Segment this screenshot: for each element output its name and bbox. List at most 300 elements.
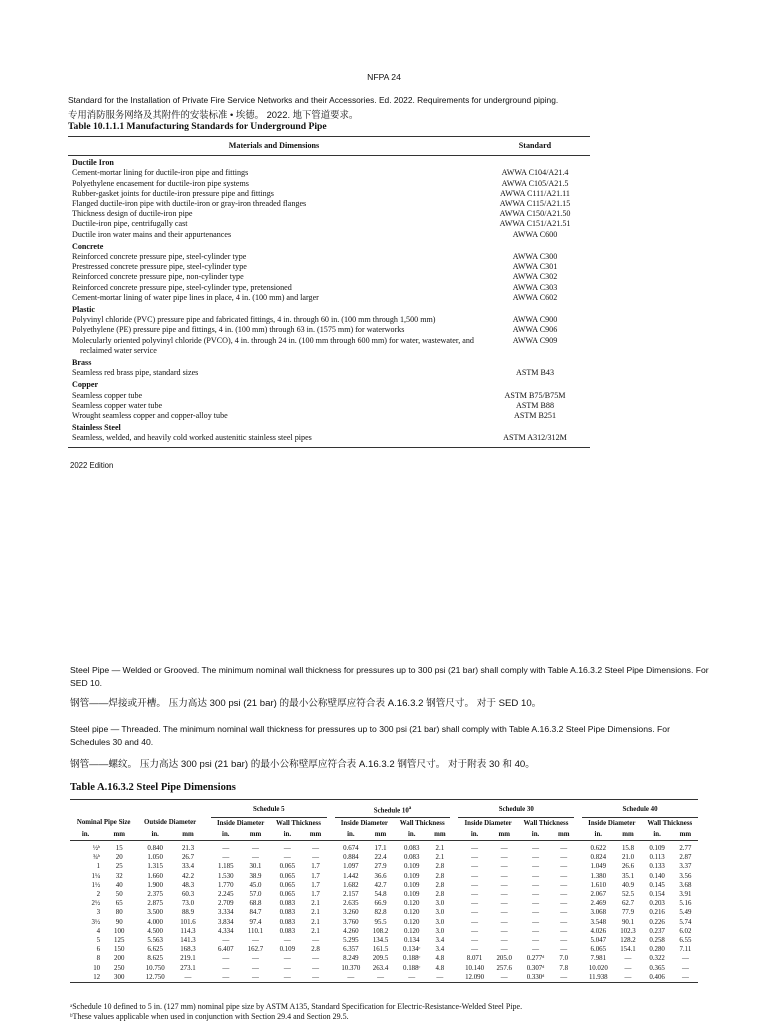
standard-cell [480, 378, 590, 390]
pipe-dimension-cell: — [624, 955, 632, 963]
pipe-dimension-cell: 0.840 [147, 844, 163, 852]
standard-cell: AWWA C600 [512, 229, 558, 239]
pipe-dimension-cell: 300 [101, 973, 137, 983]
category-label: Ductile Iron [72, 158, 114, 168]
pipe-dimension-cell: 5.563 [147, 936, 163, 944]
pipe-dimension-cell: 35.1 [621, 872, 635, 880]
pipe-dimension-cell: 0.226 [649, 918, 665, 926]
pipe-dimension-cell: 6.02 [679, 927, 692, 935]
pipe-dimension-cell: — [500, 863, 508, 871]
standard-cell: AWWA C151/A21.51 [499, 219, 571, 229]
pipe-dimension-cell: 0.258 [649, 936, 665, 944]
pipe-dimension-cell: 84.7 [249, 909, 262, 917]
standard-cell: AWWA C115/A21.15 [499, 199, 571, 209]
pipe-dimension-cell: 6.065 [590, 946, 607, 954]
pipe-dimension-cell: 2.875 [147, 900, 163, 908]
s40-wall-header: Wall Thickness [647, 819, 693, 827]
pipe-dimension-cell: 0.330ᵈ [518, 973, 554, 983]
pipe-dimension-cell: — [624, 964, 632, 972]
pipe-dimension-cell: 0.134 [403, 936, 420, 944]
pipe-dimension-cell: 2.067 [590, 890, 607, 898]
pipe-dimension-cell: 11.938 [582, 973, 614, 983]
pipe-dimension-cell: 2.1 [311, 900, 320, 908]
pipe-dimension-cell: — [283, 854, 291, 862]
pipe-dimension-cell: — [500, 881, 508, 889]
table1-row [68, 252, 590, 262]
pipe-dimension-cell: 108.2 [372, 927, 389, 935]
pipe-dimension-cell: — [312, 936, 319, 944]
pipe-dimension-cell: 3.500 [147, 909, 163, 917]
standard-cell: ASTM B43 [515, 368, 554, 378]
unit-header: in. [222, 830, 230, 838]
pipe-dimension-cell: — [471, 927, 478, 935]
unit-header: in. [81, 830, 90, 838]
pipe-dimension-cell: 0.622 [590, 844, 607, 852]
pipe-dimension-cell: 134.5 [372, 936, 389, 944]
pipe-dimension-cell: 30.1 [249, 863, 262, 871]
pipe-dimension-cell: 0.065 [279, 881, 296, 889]
pipe-dimension-cell: 0.188ᶜ [403, 964, 421, 972]
pipe-dimension-cell: — [312, 854, 319, 862]
standard-cell: AWWA C909 [512, 335, 558, 345]
pipe-dimension-cell: 21.0 [621, 854, 635, 862]
pipe-dimension-cell: 3.4 [435, 946, 445, 954]
pipe-dimension-cell: 60.3 [181, 890, 195, 898]
table1-row [68, 168, 590, 178]
edition-label: 2022 Edition [70, 461, 114, 470]
pipe-dimension-cell: — [312, 955, 319, 963]
material-cell: Flanged ductile-iron pipe with ductile-iron or gray-iron threaded flanges [72, 199, 307, 209]
pipe-dimension-cell: — [211, 973, 241, 983]
pipe-dimension-cell: 3.0 [435, 909, 445, 917]
material-cell: Cement-mortar lining for ductile-iron pipe and fittings [72, 168, 249, 178]
pipe-dimension-cell: 3.0 [435, 918, 445, 926]
unit-header: mm [113, 830, 125, 838]
pipe-dimension-cell: 17.1 [374, 844, 387, 852]
unit-header: in. [283, 830, 292, 838]
pipe-dimension-cell: — [252, 936, 259, 944]
standard-cell: AWWA C303 [512, 282, 558, 292]
category-label: Copper [72, 380, 99, 390]
pipe-dimension-cell: — [532, 909, 539, 917]
pipe-dimension-cell: 95.5 [374, 918, 387, 926]
material-cell: Polyethylene encasement for ductile-iron pipe systems [72, 178, 249, 188]
pipe-dimension-cell: 3.56 [679, 872, 692, 880]
pipe-dimension-cell: 8.249 [343, 955, 359, 963]
pipe-dimension-cell: 3.548 [590, 918, 607, 926]
pipe-dimension-cell: — [500, 918, 508, 926]
pipe-dimension-cell: — [500, 936, 508, 944]
pipe-dimension-cell: — [500, 927, 508, 935]
pipe-dimension-cell: 0.365 [649, 964, 665, 972]
pipe-dimension-cell: 54.8 [374, 890, 387, 898]
pipe-dimension-cell: 26.6 [621, 863, 635, 871]
material-cell: Ductile-iron pipe, centrifugally cast [72, 219, 188, 229]
pipe-size-row [70, 908, 698, 917]
pipe-dimension-cell: — [491, 973, 518, 983]
pipe-dimension-cell: 150 [114, 946, 125, 954]
pipe-dimension-cell: 0.065 [279, 872, 296, 880]
pipe-dimension-cell: — [500, 946, 508, 954]
pipe-dimension-cell: 1.380 [590, 872, 607, 880]
standard-cell: ASTM B75/B75M [504, 390, 566, 400]
pipe-dimension-cell: 12.090 [458, 973, 490, 983]
pipe-dimension-cell: 0.109 [403, 863, 420, 871]
pipe-dimension-cell: — [471, 900, 478, 908]
material-cell: Seamless copper tube [72, 390, 143, 400]
table2-title: Table A.16.3.2 Steel Pipe Dimensions [70, 782, 236, 793]
pipe-dimension-cell: 0.120 [403, 909, 420, 917]
table1-category-row [68, 378, 590, 390]
pipe-dimension-cell: 209.5 [372, 955, 389, 963]
pipe-dimension-cell: — [335, 973, 367, 983]
table1-row [68, 262, 590, 272]
pipe-dimension-cell: 2.375 [147, 890, 163, 898]
pipe-dimension-cell: — [471, 872, 478, 880]
category-label: Plastic [72, 305, 95, 315]
pipe-dimension-cell: — [471, 936, 478, 944]
pipe-dimension-cell: — [614, 973, 641, 983]
table1-category-row [68, 240, 590, 252]
unit-header: in. [594, 830, 603, 838]
pipe-dimension-cell: 8.625 [147, 955, 163, 963]
pipe-dimension-cell: 97.4 [249, 918, 262, 926]
pipe-dimension-cell: 0.109 [403, 890, 420, 898]
pipe-dimension-cell: 110.1 [247, 927, 264, 935]
pipe-dimension-cell: 57.0 [249, 890, 262, 898]
pipe-dimension-cell: 2.635 [343, 900, 359, 908]
pipe-dimension-cell: — [304, 973, 326, 983]
pipe-dimension-cell: — [560, 936, 568, 944]
material-cell: Seamless red brass pipe, standard sizes [72, 368, 199, 378]
pipe-dimension-cell: — [312, 964, 319, 972]
pipe-dimension-cell: 2.8 [435, 863, 445, 871]
unit-header: mm [249, 830, 262, 838]
pipe-dimension-cell: — [560, 863, 568, 871]
pipe-dimension-cell: 7.0 [559, 955, 569, 963]
pipe-dimension-cell: 0.109 [649, 844, 665, 852]
pipe-dimension-cell: 0.824 [590, 854, 607, 862]
unit-header: mm [182, 830, 194, 838]
pipe-dimension-cell: — [222, 964, 230, 972]
pipe-dimension-cell: 1.530 [218, 872, 234, 880]
pipe-dimension-cell: 1¼ [91, 872, 101, 880]
pipe-size-row [70, 890, 698, 899]
standard-cell [480, 421, 590, 433]
pipe-dimension-cell: 2.1 [435, 844, 445, 852]
pipe-dimension-cell: 1.900 [147, 881, 163, 889]
pipe-dimension-cell: 66.9 [374, 900, 387, 908]
pipe-dimension-cell: 42.7 [374, 881, 387, 889]
table1-category-row [68, 303, 590, 315]
table1-row [68, 179, 590, 189]
pipe-dimension-cell: 20 [115, 854, 123, 862]
pipe-dimension-cell: 10.140 [465, 964, 485, 972]
material-cell: Reinforced concrete pressure pipe, steel-cylinder type [72, 252, 247, 262]
pipe-size-row [70, 954, 698, 963]
pipe-dimension-cell: 3.4 [435, 936, 445, 944]
pipe-dimension-cell: 0.083 [403, 844, 420, 852]
pipe-dimension-cell: 0.083 [403, 854, 420, 862]
pipe-dimension-cell: 0.109 [403, 872, 420, 880]
pipe-dimension-cell: — [222, 854, 230, 862]
pipe-dimension-cell: — [500, 909, 508, 917]
document-header-title: NFPA 24 [367, 72, 401, 82]
pipe-dimension-cell: 73.0 [181, 900, 195, 908]
pipe-dimension-cell: 5.49 [679, 909, 692, 917]
pipe-dimension-cell: 65 [115, 900, 123, 908]
standard-cell: AWWA C104/A21.4 [501, 168, 569, 178]
pipe-dimension-cell: 0.120 [403, 918, 420, 926]
pipe-dimension-cell: 50 [115, 890, 123, 898]
standard-cell [480, 240, 590, 252]
pipe-size-row [70, 927, 698, 936]
pipe-dimension-cell: 128.2 [620, 936, 636, 944]
pipe-dimension-cell: 4.000 [147, 918, 163, 926]
pipe-dimension-cell: 88.9 [181, 909, 195, 917]
unit-header: in. [531, 830, 540, 838]
pipe-dimension-cell: — [500, 844, 508, 852]
pipe-dimension-cell: 205.0 [496, 955, 512, 963]
standard-cell: AWWA C602 [512, 292, 558, 302]
material-cell: Reinforced concrete pressure pipe, steel-cylinder type, pretensioned [72, 282, 292, 292]
pipe-dimension-cell: 2.1 [311, 918, 320, 926]
pipe-dimension-cell: ¾ᵇ [92, 854, 101, 862]
pipe-dimension-cell: 68.8 [249, 900, 262, 908]
pipe-dimension-cell: — [532, 844, 539, 852]
pipe-dimension-cell: 1.097 [343, 863, 359, 871]
pipe-dimension-cell: 114.3 [180, 927, 196, 935]
s5-inside-header: Inside Diameter [216, 819, 265, 827]
pipe-size-row [70, 973, 698, 983]
material-cell: Molecularly oriented polyvinyl chloride (PVCO), 4 in. through 24 in. (100 mm through 600 mm) for water, wastewater, and reclaimed water service [72, 335, 474, 355]
pipe-dimension-cell: 161.5 [372, 946, 389, 954]
pipe-dimension-cell: — [252, 844, 259, 852]
pipe-dimension-cell: 219.1 [180, 955, 196, 963]
pipe-dimension-cell: 90 [115, 918, 123, 926]
pipe-dimension-cell: — [471, 854, 478, 862]
pipe-dimension-cell: 1.7 [311, 863, 320, 871]
pipe-dimension-cell: 2.469 [590, 900, 607, 908]
pipe-dimension-cell: — [681, 955, 689, 963]
table1-col-material: Materials and Dimensions [68, 137, 480, 156]
pipe-dimension-cell: — [532, 900, 539, 908]
pipe-dimension-cell: 8 [96, 955, 101, 963]
pipe-dimension-cell: 0.109 [403, 881, 420, 889]
pipe-dimension-cell: 0.140 [649, 872, 665, 880]
pipe-dimension-cell: 1.7 [311, 881, 320, 889]
material-cell: Wrought seamless copper and copper-alloy tube [72, 411, 228, 421]
pipe-dimension-cell: 3.068 [590, 909, 607, 917]
table1-row [68, 199, 590, 209]
pipe-dimension-cell: 154.1 [620, 946, 636, 954]
pipe-size-row [70, 918, 698, 927]
unit-header: mm [557, 830, 570, 838]
pipe-dimension-cell: 3.260 [343, 909, 359, 917]
pipe-dimension-cell: 12 [70, 973, 101, 983]
pipe-dimension-cell: 90.1 [621, 918, 635, 926]
table1-row [68, 411, 590, 421]
unit-header: mm [309, 830, 322, 838]
pipe-dimension-cell: 6 [96, 946, 101, 954]
pipe-size-row [70, 881, 698, 890]
pipe-dimension-cell: 7.11 [679, 946, 692, 954]
pipe-dimension-cell: 77.9 [621, 909, 635, 917]
pipe-dimension-cell: 4.026 [590, 927, 607, 935]
pipe-dimension-cell: — [394, 973, 429, 983]
standard-cell: AWWA C111/A21.11 [500, 188, 570, 198]
pipe-dimension-cell: 1.7 [311, 890, 320, 898]
pipe-dimension-cell: — [429, 973, 450, 983]
pipe-size-row [70, 964, 698, 973]
pipe-dimension-cell: 33.4 [181, 863, 195, 871]
pipe-dimension-cell: 22.4 [374, 854, 387, 862]
pipe-dimension-cell: — [560, 909, 568, 917]
material-cell: Polyvinyl chloride (PVC) pressure pipe and fabricated fittings, 4 in. through 60 in. (100 mm through 1,500 mm) [72, 315, 436, 325]
pipe-dimension-cell: — [532, 918, 539, 926]
standard-cell: AWWA C302 [512, 272, 558, 282]
pipe-dimension-cell: 42.2 [181, 872, 195, 880]
pipe-dimension-cell: — [532, 890, 539, 898]
pipe-dimension-cell: 0.065 [279, 863, 296, 871]
pipe-dimension-cell: 2.709 [218, 900, 234, 908]
pipe-dimension-cell: — [560, 946, 568, 954]
pipe-dimension-cell: 6.357 [343, 946, 359, 954]
pipe-size-row [70, 945, 698, 954]
pipe-dimension-cell: 0.083 [279, 918, 296, 926]
pipe-dimension-cell: — [500, 900, 508, 908]
pipe-dimension-cell: 82.8 [374, 909, 387, 917]
table1-category-row [68, 156, 590, 169]
pipe-dimension-cell: 5.16 [679, 900, 692, 908]
standard-cell: AWWA C105/A21.5 [501, 178, 569, 188]
pipe-dimension-cell: — [532, 881, 539, 889]
pipe-dimension-cell: 1.682 [343, 881, 359, 889]
pipe-dimension-cell: — [471, 909, 478, 917]
unit-header: in. [151, 830, 159, 838]
unit-header: mm [679, 830, 692, 838]
s40-inside-header: Inside Diameter [588, 819, 636, 827]
pipe-dimension-cell: 0.322 [649, 955, 665, 963]
pipe-dimension-cell: — [532, 927, 539, 935]
pipe-dimension-cell: 1 [96, 863, 101, 871]
s10-wall-header: Wall Thickness [399, 819, 445, 827]
pipe-dimension-cell: 0.674 [343, 844, 359, 852]
s30-wall-header: Wall Thickness [523, 819, 569, 827]
pipe-dimension-cell: 12.750 [137, 973, 173, 983]
pipe-dimension-cell: — [471, 863, 478, 871]
pipe-dimension-cell: — [173, 973, 203, 983]
schedule-30-header: Schedule 30 [458, 800, 574, 818]
pipe-dimension-cell: 4.8 [435, 955, 445, 963]
pipe-dimension-cell: 0.120 [403, 927, 420, 935]
pipe-dimension-cell: 0.120 [403, 900, 420, 908]
pipe-dimension-cell: — [367, 973, 394, 983]
pipe-dimension-cell: — [532, 936, 539, 944]
pipe-dimension-cell: — [500, 890, 508, 898]
pipe-dimension-cell: 3.334 [218, 909, 234, 917]
schedule-5-header: Schedule 5 [211, 800, 327, 818]
pipe-dimension-cell: 3.834 [218, 918, 234, 926]
pipe-dimension-cell: 0.083 [279, 900, 296, 908]
pipe-dimension-cell: — [560, 881, 568, 889]
material-cell: Thickness design of ductile-iron pipe [72, 209, 193, 219]
pipe-dimension-cell: 2.87 [679, 854, 692, 862]
table1-row [68, 230, 590, 240]
pipe-dimension-cell: 10.750 [145, 964, 165, 972]
pipe-dimension-cell: 1.660 [147, 872, 163, 880]
material-cell: Seamless copper water tube [72, 400, 163, 410]
pipe-dimension-cell: 2.245 [218, 890, 234, 898]
standard-cell: ASTM B251 [513, 411, 557, 421]
pipe-dimension-cell: 10 [93, 964, 101, 972]
pipe-dimension-cell: — [471, 946, 478, 954]
pipe-dimension-cell: ½ᵇ [92, 844, 101, 852]
pipe-dimension-cell: 0.277ᵈ [526, 955, 545, 963]
pipe-dimension-cell: 0.083 [279, 927, 296, 935]
paragraph-threaded-en: Steel pipe — Threaded. The minimum nominal wall thickness for pressures up to 300 psi (21 bar) shall comply with Table A.16.3.2 Steel Pipe Dimensions. For Schedules 30 and 40. [70, 724, 670, 747]
pipe-dimension-cell: 4.260 [343, 927, 359, 935]
material-cell: Prestressed concrete pressure pipe, steel-cylinder type [72, 262, 247, 272]
pipe-dimension-cell: 0.307ᵈ [526, 964, 545, 972]
pipe-dimension-cell: 3½ [91, 918, 101, 926]
pipe-dimension-cell: 200 [114, 955, 125, 963]
pipe-dimension-cell: 263.4 [372, 964, 389, 972]
manufacturing-standards-table [68, 121, 590, 448]
table1-row [68, 433, 590, 447]
table1-row [68, 401, 590, 411]
pipe-dimension-cell: 0.133 [649, 863, 665, 871]
pipe-dimension-cell: 38.9 [249, 872, 262, 880]
pipe-dimension-cell: 1½ [91, 881, 101, 889]
pipe-dimension-cell: — [252, 955, 259, 963]
pipe-dimension-cell: — [553, 973, 574, 983]
outside-diameter-header: Outside Diameter [144, 819, 197, 827]
pipe-dimension-cell: 3.37 [679, 863, 692, 871]
standard-cell [480, 356, 590, 368]
pipe-dimension-cell: — [241, 973, 271, 983]
pipe-dimension-cell: 4 [96, 927, 101, 935]
pipe-dimension-cell: 10.370 [341, 964, 361, 972]
unit-header: mm [434, 830, 446, 838]
pipe-dimension-cell: 2 [96, 890, 101, 898]
pipe-dimension-cell: 32 [115, 872, 123, 880]
intro-chinese: 专用消防服务网络及其附件的安装标准 • 埃德。 2022. 地下管道要求。 [68, 109, 359, 120]
pipe-dimension-cell: 1.049 [590, 863, 607, 871]
pipe-dimension-cell: 0.203 [649, 900, 665, 908]
material-cell: Polyethylene (PE) pressure pipe and fittings, 4 in. (100 mm) through 63 in. (1575 mm) for waterworks [72, 325, 405, 335]
pipe-dimension-cell: 48.3 [181, 881, 195, 889]
paragraph-welded-cn: 钢管——焊接或开槽。 压力高达 300 psi (21 bar) 的最小公称壁厚应符合表 A.16.3.2 钢管尺寸。 对于 SED 10。 [70, 698, 542, 709]
pipe-dimension-cell: — [560, 872, 568, 880]
pipe-dimension-cell: 15.8 [621, 844, 635, 852]
pipe-dimension-cell: — [532, 946, 539, 954]
table1-row [68, 272, 590, 282]
material-cell: Cement-mortar lining of water pipe lines in place, 4 in. (100 mm) and larger [72, 292, 319, 302]
pipe-dimension-cell: — [532, 872, 539, 880]
pipe-size-row [70, 872, 698, 881]
nominal-pipe-size-header: Nominal Pipe Size [76, 819, 131, 827]
standard-cell: AWWA C150/A21.50 [499, 209, 571, 219]
pipe-dimension-cell: 6.55 [679, 936, 692, 944]
unit-header: mm [498, 830, 510, 838]
unit-header: in. [653, 830, 661, 838]
pipe-size-row [70, 853, 698, 862]
table1-row [68, 283, 590, 293]
pipe-dimension-cell: — [283, 964, 291, 972]
pipe-dimension-cell: — [283, 844, 291, 852]
pipe-dimension-cell: 5 [96, 936, 101, 944]
